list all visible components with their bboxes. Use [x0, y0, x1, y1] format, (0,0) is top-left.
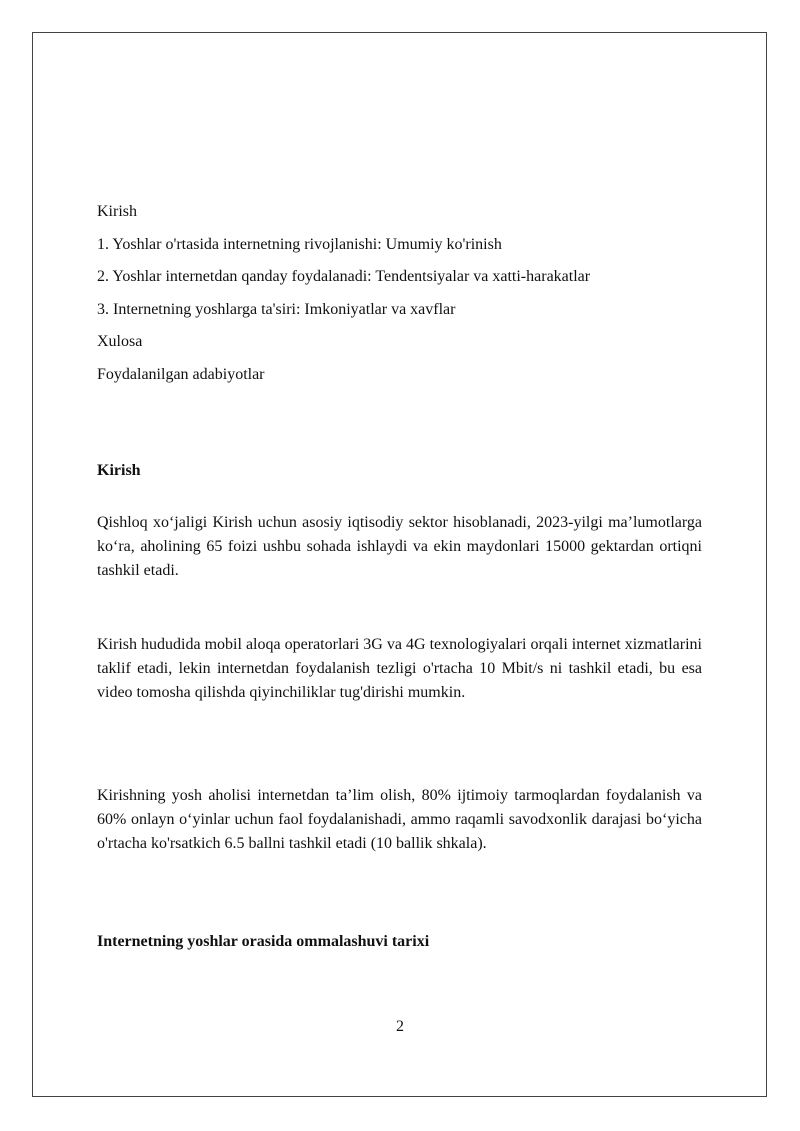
toc-item-intro: Kirish	[97, 203, 137, 220]
paragraph-mobile-internet: Kirish hududida mobil aloqa operatorlari 3G va 4G texnologiyalari orqali internet xizmatlarini taklif etadi, lekin internetdan foydalanish tezligi o'rtacha 10 Mbit/s ni tashkil etadi, bu esa video tomosha qilishda qiyinchiliklar tug'dirishi mumkin.	[97, 636, 702, 701]
toc-item-2: 2. Yoshlar internetdan qanday foydalanadi: Tendentsiyalar va xatti-harakatlar	[97, 268, 591, 285]
paragraph-youth-usage: Kirishning yosh aholisi internetdan ta’lim olish, 80% ijtimoiy tarmoqlardan foydalanish va 60% onlayn o‘yinlar uchun faol foydalanishadi, ammo raqamli savodxonlik darajasi bo‘yicha o'rtacha ko'rsatkich 6.5 ballni tashkil etadi (10 ballik shkala).	[97, 787, 702, 852]
toc-item-3: 3. Internetning yoshlarga ta'siri: Imkoniyatlar va xavflar	[97, 300, 456, 318]
toc-item-conclusion: Xulosa	[97, 333, 143, 350]
table-of-contents	[97, 200, 702, 395]
page-number: 2	[396, 1018, 404, 1035]
toc-item-1: 1. Yoshlar o'rtasida internetning rivojlanishi: Umumiy ko'rinish	[97, 235, 502, 253]
section-heading-intro: Kirish	[97, 462, 141, 479]
section-heading-history: Internetning yoshlar orasida ommalashuvi tarixi	[97, 933, 430, 950]
paragraph-agriculture: Qishloq xo‘jaligi Kirish uchun asosiy iqtisodiy sektor hisoblanadi, 2023-yilgi ma’lumotlarga ko‘ra, aholining 65 foizi ushbu sohada ishlaydi va ekin maydonlari 15000 gektardan ortiqni tashkil etadi.	[97, 514, 702, 579]
toc-item-references: Foydalanilgan adabiyotlar	[97, 365, 265, 383]
